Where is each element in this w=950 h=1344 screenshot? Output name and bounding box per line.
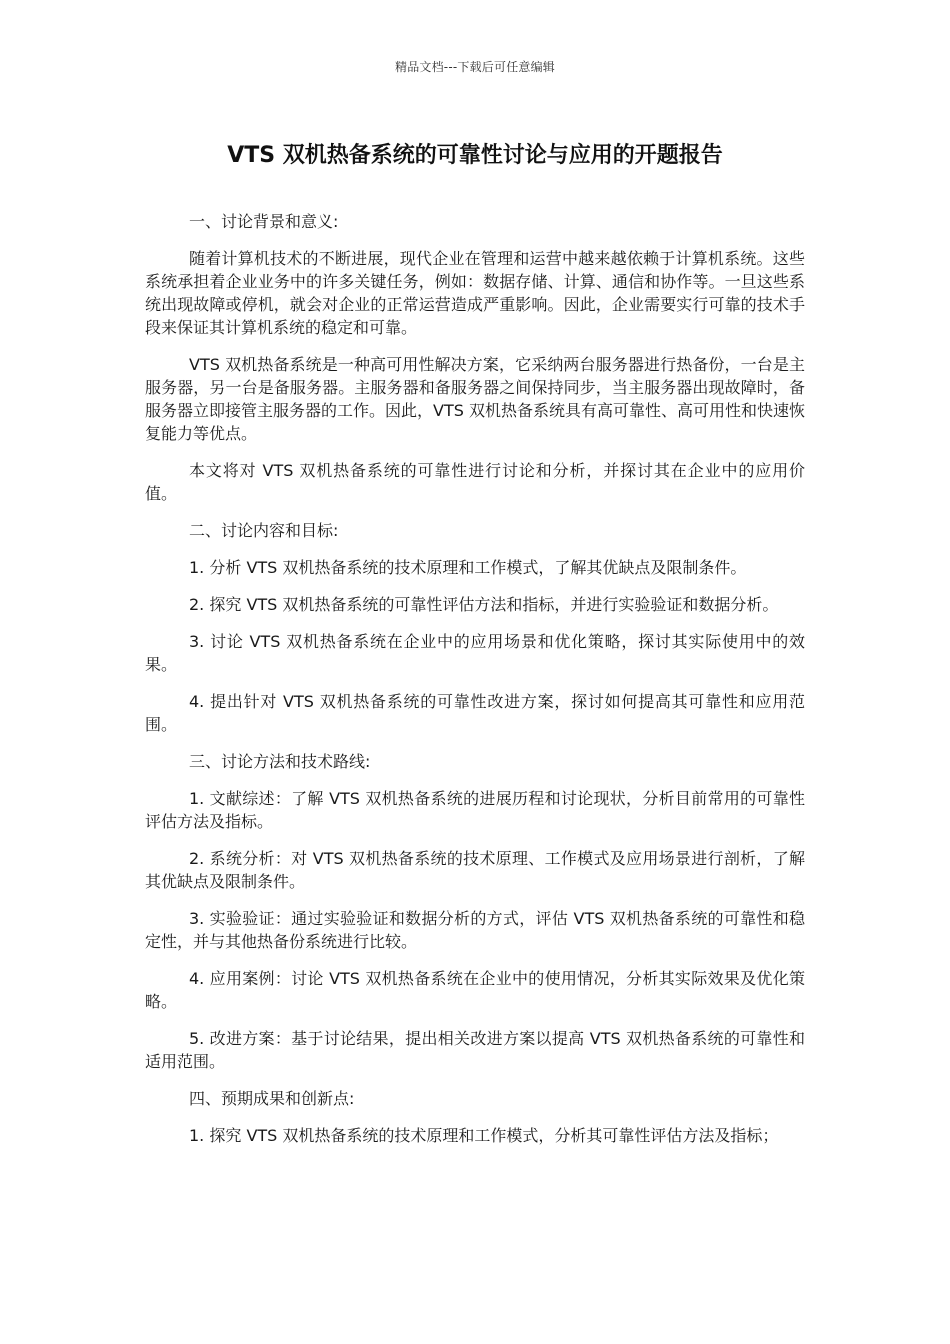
document-body — [145, 210, 805, 1161]
list-item-method-5: 5. 改进方案：基于讨论结果，提出相关改进方案以提高 VTS 双机热备系统的可靠性和适用范围。 — [145, 1029, 805, 1071]
paragraph-background: 随着计算机技术的不断进展，现代企业在管理和运营中越来越依赖于计算机系统。这些系统承担着企业业务中的许多关键任务，例如：数据存储、计算、通信和协作等。一旦这些系统出现故障或停机，就会对企业的正常运营造成严重影响。因此，企业需要实行可靠的技术手段来保证其计算机系统的稳定和可靠。 — [145, 249, 805, 337]
section-heading-content: 二、讨论内容和目标: — [189, 521, 339, 540]
list-item-content-1: 1. 分析 VTS 双机热备系统的技术原理和工作模式，了解其优缺点及限制条件。 — [189, 558, 747, 577]
list-item-method-2: 2. 系统分析：对 VTS 双机热备系统的技术原理、工作模式及应用场景进行剖析，了解其优缺点及限制条件。 — [145, 849, 805, 891]
list-item-method-3: 3. 实验验证：通过实验验证和数据分析的方式，评估 VTS 双机热备系统的可靠性和稳定性，并与其他热备份系统进行比较。 — [145, 909, 805, 951]
list-item-outcome-1: 1. 探究 VTS 双机热备系统的技术原理和工作模式，分析其可靠性评估方法及指标； — [189, 1126, 779, 1145]
list-item-method-4: 4. 应用案例：讨论 VTS 双机热备系统在企业中的使用情况，分析其实际效果及优化策略。 — [145, 969, 805, 1011]
section-heading-methods: 三、讨论方法和技术路线: — [189, 752, 371, 771]
section-heading-outcomes: 四、预期成果和创新点: — [189, 1089, 355, 1108]
document-title: VTS 双机热备系统的可靠性讨论与应用的开题报告 — [227, 143, 723, 168]
paragraph-purpose: 本文将对 VTS 双机热备系统的可靠性进行讨论和分析，并探讨其在企业中的应用价值。 — [145, 461, 805, 503]
list-item-content-2: 2. 探究 VTS 双机热备系统的可靠性评估方法和指标，并进行实验验证和数据分析。 — [189, 595, 779, 614]
list-item-method-1: 1. 文献综述：了解 VTS 双机热备系统的进展历程和讨论现状，分析目前常用的可靠性评估方法及指标。 — [145, 789, 805, 831]
header-note: 精品文档---下载后可任意编辑 — [395, 60, 555, 74]
list-item-content-4: 4. 提出针对 VTS 双机热备系统的可靠性改进方案，探讨如何提高其可靠性和应用范围。 — [145, 692, 805, 734]
list-item-content-3: 3. 讨论 VTS 双机热备系统在企业中的应用场景和优化策略，探讨其实际使用中的效果。 — [145, 632, 805, 674]
section-heading-background: 一、讨论背景和意义: — [189, 212, 339, 231]
paragraph-vts-intro: VTS 双机热备系统是一种高可用性解决方案，它采纳两台服务器进行热备份，一台是主服务器，另一台是备服务器。主服务器和备服务器之间保持同步，当主服务器出现故障时，备服务器立即接管主服务器的工作。因此，VTS 双机热备系统具有高可靠性、高可用性和快速恢复能力等优点。 — [145, 355, 805, 443]
